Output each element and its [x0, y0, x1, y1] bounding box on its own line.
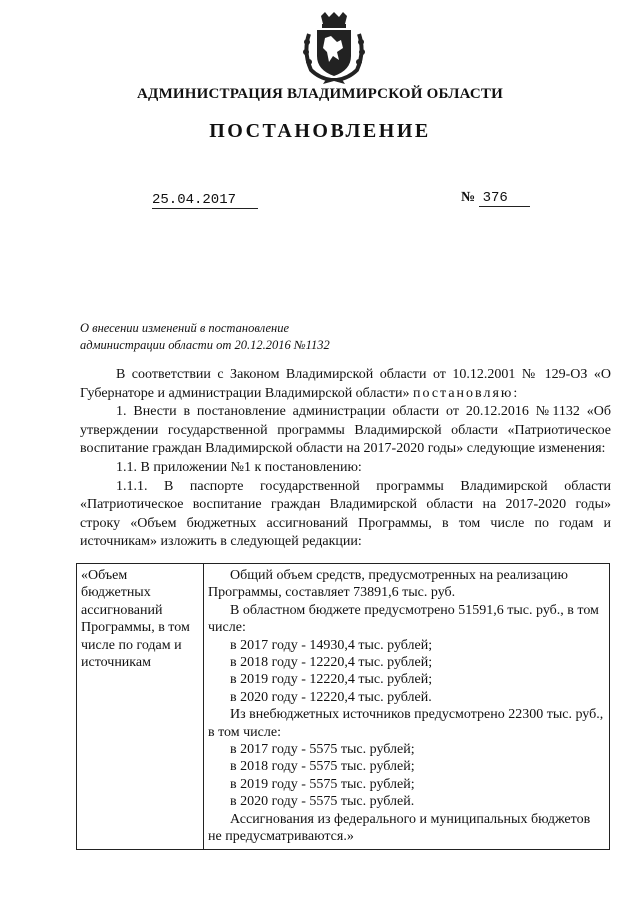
list-item: в 2018 году - 5575 тыс. рублей;: [230, 759, 415, 775]
document-type-title: ПОСТАНОВЛЕНИЕ: [209, 120, 431, 142]
extra-budget-intro: Из внебюджетных источников предусмотрено 22300 тыс. руб., в том числе:: [208, 707, 604, 740]
number-label: №: [461, 190, 476, 205]
item-1: 1. Внести в постановление администрации области от 20.12.2016 №1132 «Об утверждении государственной программы Владимирской области «Патриотическое воспитание граждан Владимирской области на 2017-2020 годы» следующие изменения:: [80, 404, 611, 457]
passport-table: [76, 563, 610, 850]
number-value: 376: [479, 190, 530, 207]
item-1-1-1: 1.1.1. В паспорте государственной программы Владимирской области «Патриотическое воспитание граждан Владимирской области на 2017-2020 годы» строку «Объем бюджетных ассигнований Программы, в том числе по годам и источникам» изложить в следующей редакции:: [80, 478, 611, 550]
intro-paragraph: [80, 366, 611, 403]
list-item: в 2019 году - 5575 тыс. рублей;: [230, 776, 415, 792]
list-item: в 2020 году - 5575 тыс. рублей.: [230, 794, 415, 810]
list-item: в 2017 году - 5575 тыс. рублей;: [230, 742, 415, 758]
subject-line-2: администрации области от 20.12.2016 №1132: [80, 338, 330, 352]
total-amount: Общий объем средств, предусмотренных на реализацию Программы, составляет 73891,6 тыс. руб.: [208, 568, 568, 601]
document-subject: [80, 320, 380, 354]
list-item: в 2018 году - 12220,4 тыс. рублей;: [230, 655, 433, 671]
row-label-cell: «Объем бюджетных ассигнований Программы, в том числе по годам и источникам: [77, 564, 204, 850]
coat-of-arms-icon: [301, 12, 367, 84]
closing-note: Ассигнования из федерального и муниципальных бюджетов не предусматриваются.»: [208, 811, 591, 845]
regional-budget-intro: В областном бюджете предусмотрено 51591,6 тыс. руб., в том числе:: [208, 602, 599, 636]
intro-text: В соответствии с Законом Владимирской области от 10.12.2001 № 129-ОЗ «О Губернаторе и администрации Владимирской области»: [80, 367, 611, 401]
list-item: в 2017 году - 14930,4 тыс. рублей;: [230, 637, 433, 653]
document-body: [80, 366, 611, 552]
list-item: в 2020 году - 12220,4 тыс. рублей.: [230, 689, 432, 705]
organization-title: АДМИНИСТРАЦИЯ ВЛАДИМИРСКОЙ ОБЛАСТИ: [137, 86, 503, 102]
document-date: 25.04.2017: [152, 192, 258, 209]
table-row: [77, 564, 610, 850]
document-number: [461, 190, 530, 206]
item-1-1: 1.1. В приложении №1 к постановлению:: [116, 459, 362, 475]
row-content-cell: [204, 564, 610, 850]
subject-line-1: О внесении изменений в постановление: [80, 321, 290, 335]
decree-word: постановляю:: [412, 385, 520, 401]
list-item: в 2019 году - 12220,4 тыс. рублей;: [230, 672, 433, 688]
